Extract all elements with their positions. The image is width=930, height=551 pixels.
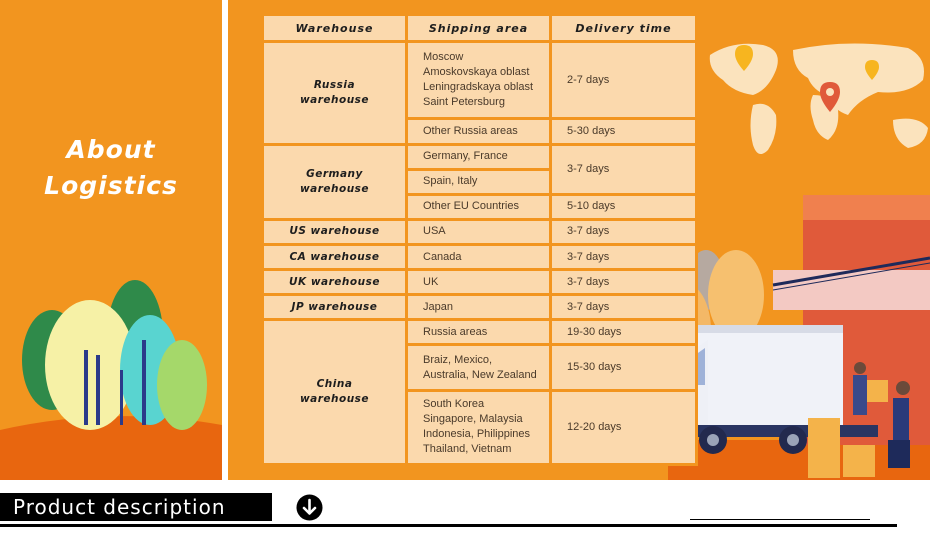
table-row bbox=[263, 320, 697, 345]
time-cell: 3-7 days bbox=[551, 219, 697, 244]
divider-line-short bbox=[690, 519, 870, 520]
trees-illustration bbox=[0, 0, 222, 480]
table-row bbox=[263, 295, 697, 320]
divider-line bbox=[0, 524, 897, 527]
warehouse-russia: Russia warehouse bbox=[263, 42, 407, 144]
area-cell: Other EU Countries bbox=[407, 194, 551, 219]
area-cell: Canada bbox=[407, 245, 551, 270]
time-cell: 3-7 days bbox=[551, 245, 697, 270]
area-cell: USA bbox=[407, 219, 551, 244]
area-cell: UK bbox=[407, 270, 551, 295]
table-row bbox=[263, 245, 697, 270]
logistics-table bbox=[261, 13, 698, 466]
time-cell: 3-7 days bbox=[551, 295, 697, 320]
warehouse-us: US warehouse bbox=[263, 219, 407, 244]
table-header-row bbox=[263, 15, 697, 42]
area-cell: Spain, Italy bbox=[407, 169, 551, 194]
area-cell: Braiz, Mexico, Australia, New Zealand bbox=[407, 345, 551, 390]
table-row bbox=[263, 42, 697, 119]
area-cell: Japan bbox=[407, 295, 551, 320]
arrow-down-circle-icon bbox=[296, 494, 323, 521]
area-cell: South Korea Singapore, Malaysia Indonesia, Philippines Thailand, Vietnam bbox=[407, 390, 551, 464]
time-cell: 3-7 days bbox=[551, 144, 697, 194]
time-cell: 3-7 days bbox=[551, 270, 697, 295]
area-cell: Moscow Amoskovskaya oblast Leningradskaya oblast Saint Petersburg bbox=[407, 42, 551, 119]
warehouse-jp: JP warehouse bbox=[263, 295, 407, 320]
area-cell: Other Russia areas bbox=[407, 119, 551, 144]
table-row bbox=[263, 270, 697, 295]
table-row bbox=[263, 144, 697, 169]
title-line-logistics: Logistics bbox=[44, 171, 178, 200]
table-row bbox=[263, 219, 697, 244]
area-cell: Germany, France bbox=[407, 144, 551, 169]
title-line-about: About bbox=[66, 135, 156, 164]
header-delivery-time: Delivery time bbox=[551, 15, 697, 42]
time-cell: 2-7 days bbox=[551, 42, 697, 119]
warehouse-ca: CA warehouse bbox=[263, 245, 407, 270]
area-cell: Russia areas bbox=[407, 320, 551, 345]
time-cell: 12-20 days bbox=[551, 390, 697, 464]
left-banner-panel bbox=[0, 0, 222, 480]
warehouse-germany: Germany warehouse bbox=[263, 144, 407, 219]
time-cell: 5-30 days bbox=[551, 119, 697, 144]
time-cell: 5-10 days bbox=[551, 194, 697, 219]
product-description-heading: Product description bbox=[0, 493, 272, 521]
warehouse-uk: UK warehouse bbox=[263, 270, 407, 295]
time-cell: 15-30 days bbox=[551, 345, 697, 390]
time-cell: 19-30 days bbox=[551, 320, 697, 345]
header-warehouse: Warehouse bbox=[263, 15, 407, 42]
header-shipping-area: Shipping area bbox=[407, 15, 551, 42]
warehouse-china: China warehouse bbox=[263, 320, 407, 465]
